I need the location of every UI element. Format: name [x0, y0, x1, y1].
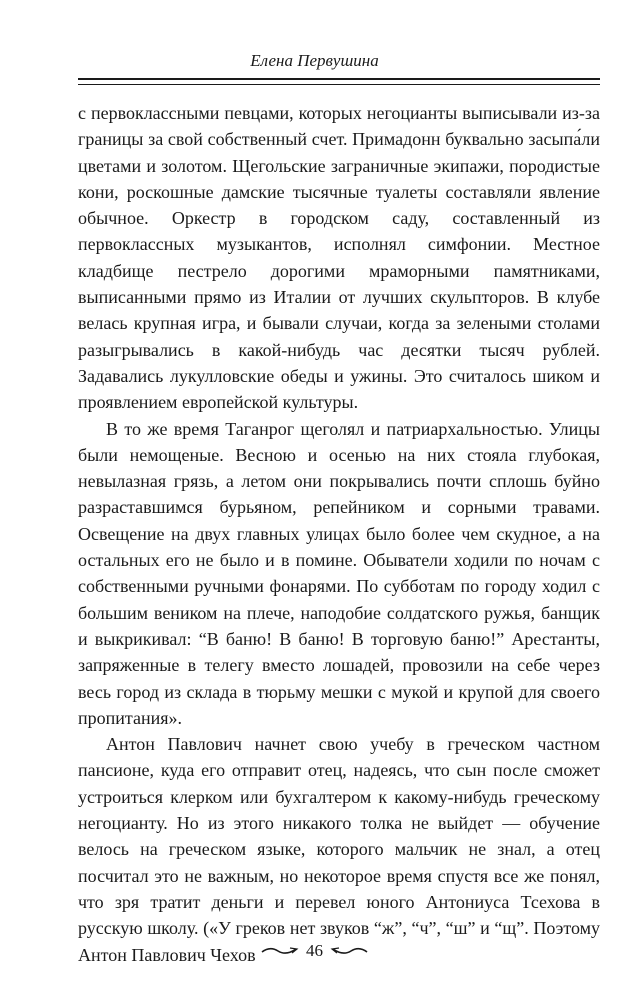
right-flourish-icon	[329, 941, 369, 961]
paragraph-continued: с первоклассными певцами, которых негоцианты выписывали из-за границы за свой собственный счет. Примадонн буквально засыпа́ли цветами и золотом. Щегольские заграничные экипажи, породистые кони, роскошные дамские тысячные туалеты составляли явление обычное. Оркестр в городском саду, составленный из первоклассных музыкантов, исполнял симфонии. Местное кладбище пестрело дорогими мраморными памятниками, выписанными прямо из Италии от лучших скульпторов. В клубе велась крупная игра, и бывали случаи, когда за зелеными столами разыгрывались в какой-нибудь час десятки тысяч рублей. Задавались лукулловские обеды и ужины. Это считалось шиком и проявлением европейской культуры.	[78, 103, 600, 413]
header-rule-thin	[78, 84, 600, 85]
left-flourish-icon	[260, 941, 300, 961]
body-text	[78, 100, 600, 968]
page-number: 46	[306, 941, 323, 960]
paragraph: Антон Павлович начнет свою учебу в греческом частном пансионе, куда его отправит отец, надеясь, что сын после сможет устроиться клерком или бухгалтером к какому-нибудь греческому негоцианту. Но из этого никакого толка не выйдет — обучение велось на греческом языке, которого мальчик не знал, а отец посчитал это не важным, но некоторое время спустя все же понял, что зря тратит деньги и перевел юного Антониуса Тсехова в русскую школу. («У греков нет звуков “ж”, “ч”, “ш” и “щ”. Поэтому Антон Павлович Чехов	[78, 734, 600, 965]
paragraph: В то же время Таганрог щеголял и патриархальностью. Улицы были немощеные. Весною и осенью на них стояла глубокая, невылазная грязь, а летом они покрывались почти сплошь буйно разраставшимся бурьяном, репейником и сорными травами. Освещение на двух главных улицах было более чем скудное, а на остальных его не было и в помине. Обыватели ходили по ночам с собственными ручными фонарями. По субботам по городу ходил с большим веником на плече, наподобие солдатского ружья, банщик и выкрикивал: “В баню! В баню! В торговую баню!” Арестанты, запряженные в телегу вместо лошадей, провозили на себе через весь город из склада в тюрьму мешки с мукой и крупой для своего пропитания».	[78, 418, 600, 728]
header-rule-thick	[78, 78, 600, 80]
page-footer	[0, 941, 629, 961]
running-head-author: Елена Первушина	[250, 51, 379, 70]
